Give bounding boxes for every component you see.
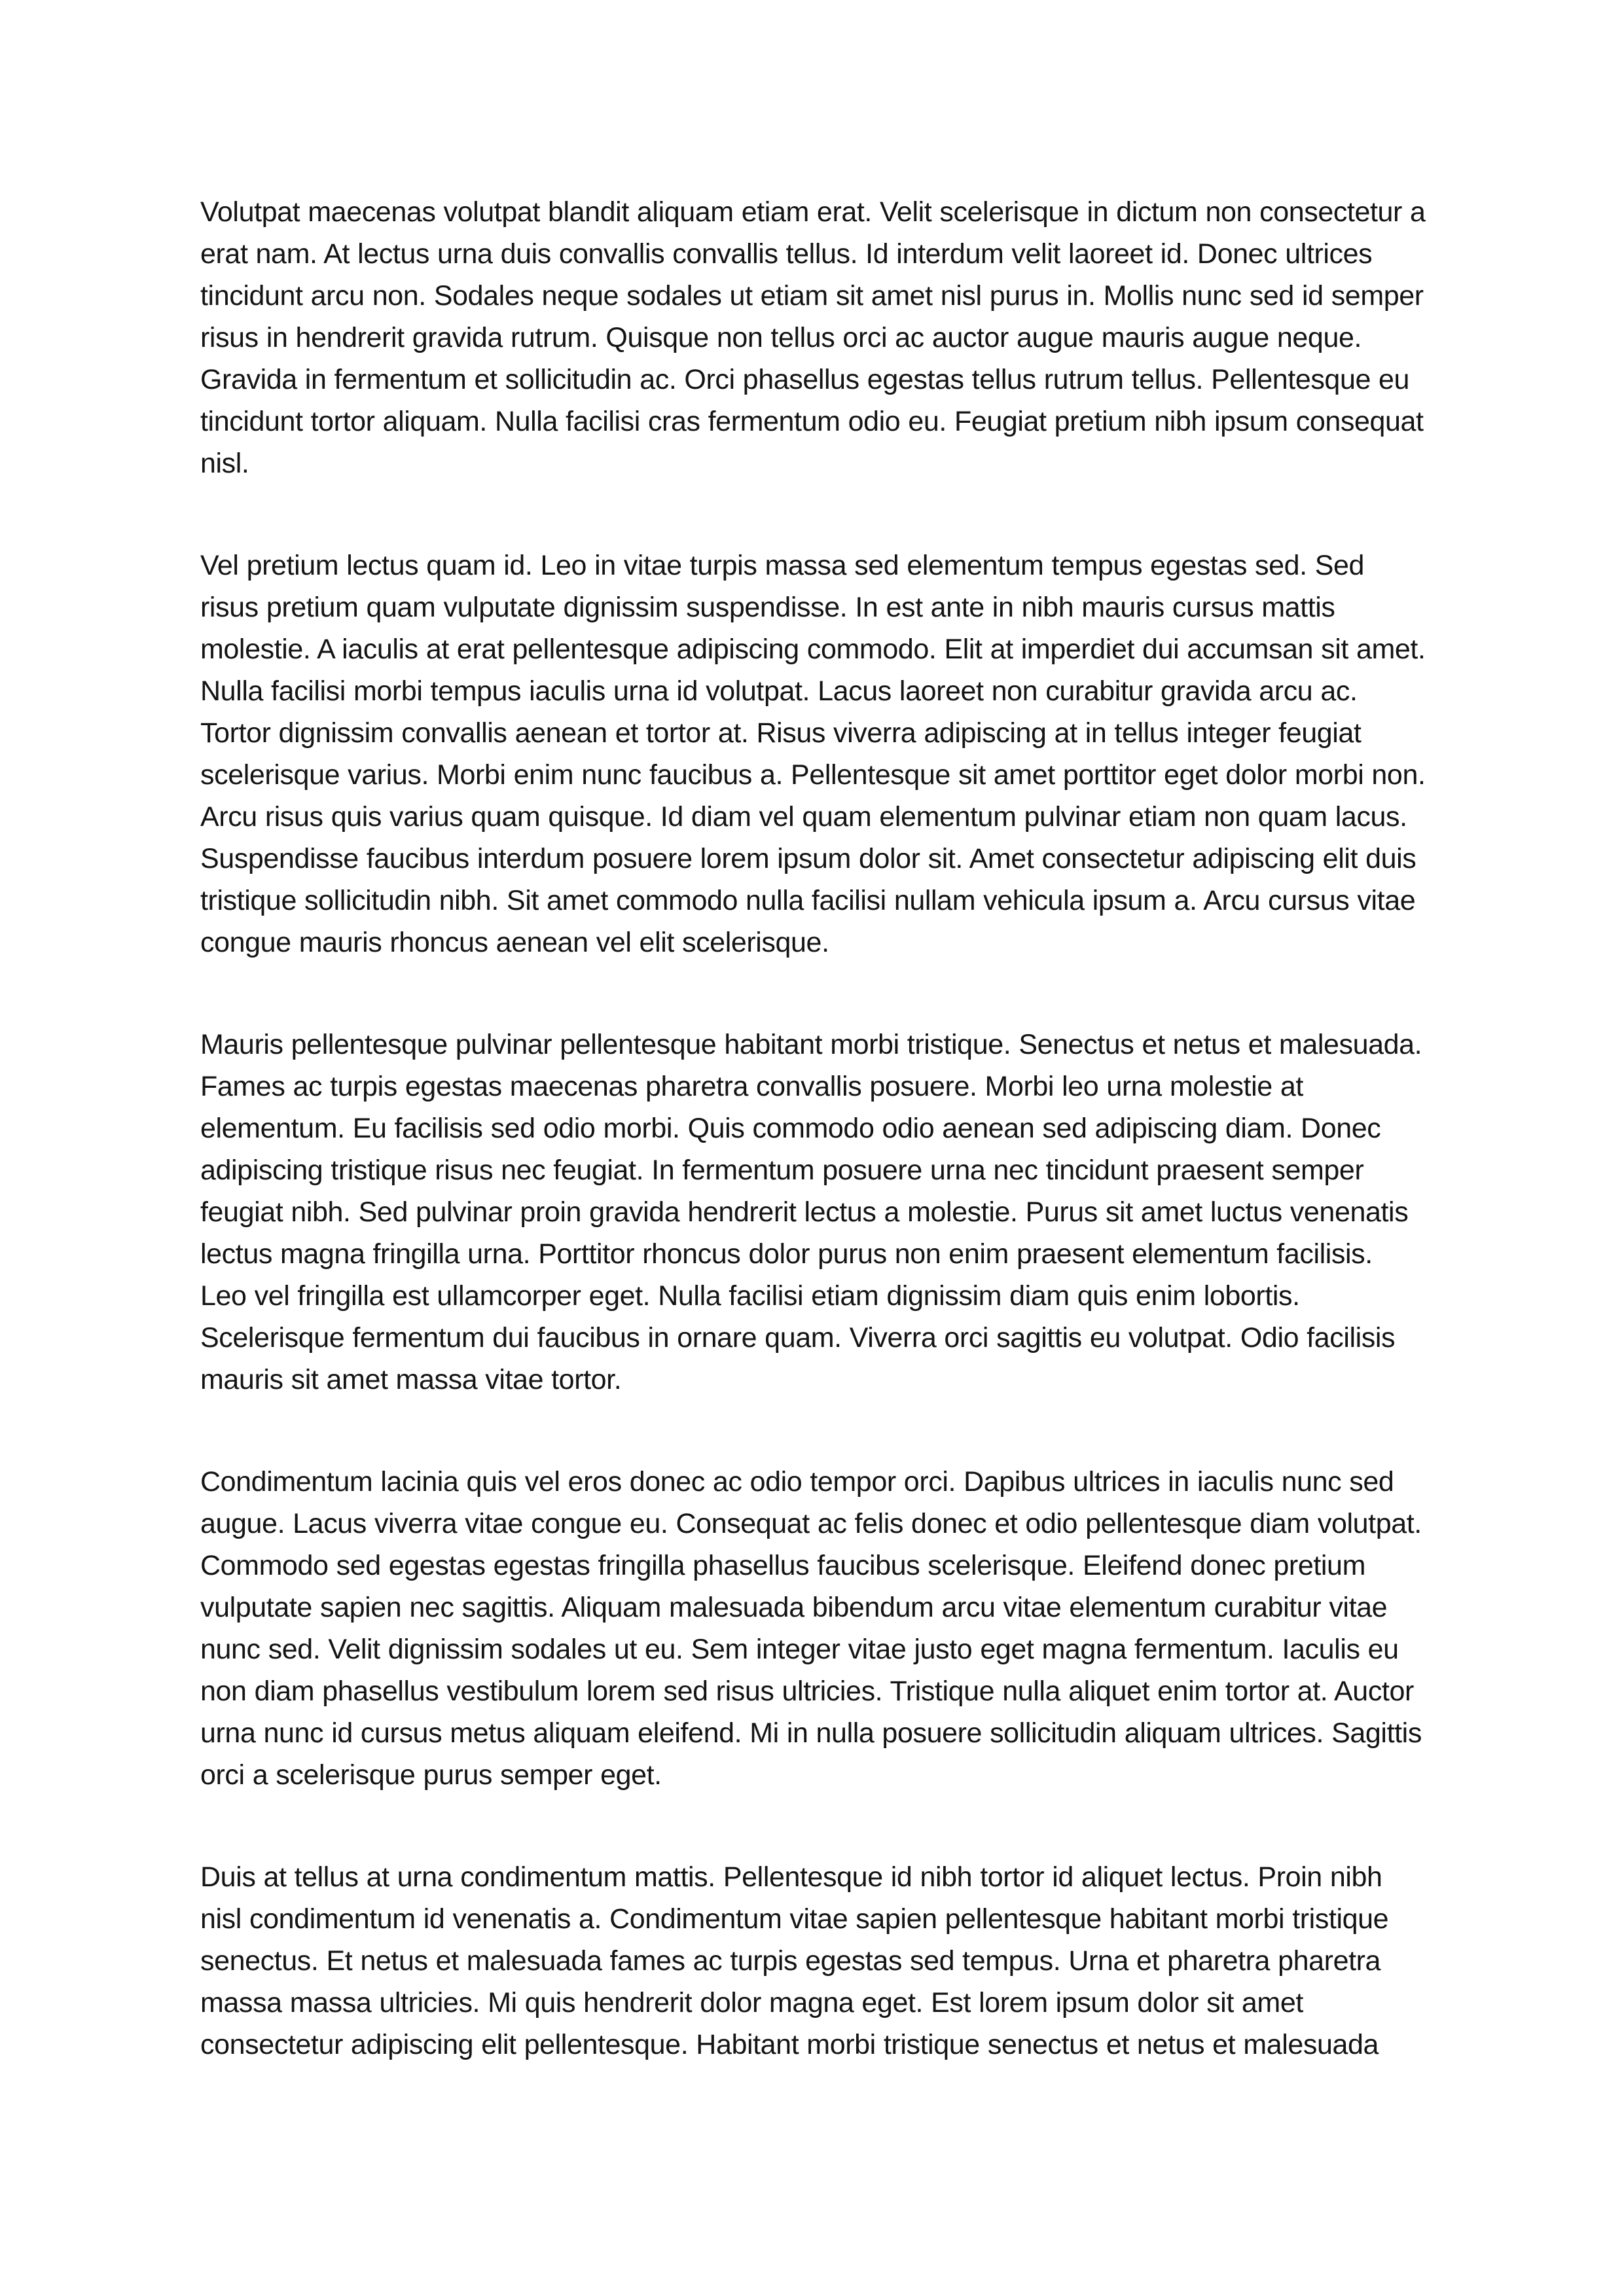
paragraph: Volutpat maecenas volutpat blandit aliquam etiam erat. Velit scelerisque in dictum non consectetur a erat nam. At lectus urna duis convallis convallis tellus. Id interdum velit laoreet id. Donec ultrices tincidunt arcu non. Sodales neque sodales ut etiam sit amet nisl purus in. Mollis nunc sed id semper risus in hendrerit gravida rutrum. Quisque non tellus orci ac auctor augue mauris augue neque. Gravida in fermentum et sollicitudin ac. Orci phasellus egestas tellus rutrum tellus. Pellentesque eu tincidunt tortor aliquam. Nulla facilisi cras fermentum odio eu. Feugiat pretium nibh ipsum consequat nisl. bbox=[200, 196, 1426, 479]
paragraph: Duis at tellus at urna condimentum mattis. Pellentesque id nibh tortor id aliquet lectus. Proin nibh nisl condimentum id venenatis a. Condimentum vitae sapien pellentesque habitant morbi tristique senectus. Et netus et malesuada fames ac turpis egestas sed tempus. Urna et pharetra pharetra massa massa ultricies. Mi quis hendrerit dolor magna eget. Est lorem ipsum dolor sit amet consectetur adipiscing elit pellentesque. Habitant morbi tristique senectus et netus et malesuada bbox=[200, 1861, 1389, 2060]
paragraph: Condimentum lacinia quis vel eros donec ac odio tempor orci. Dapibus ultrices in iaculis nunc sed augue. Lacus viverra vitae congue eu. Consequat ac felis donec et odio pellentesque diam volutpat. Commodo sed egestas egestas fringilla phasellus faucibus scelerisque. Eleifend donec pretium vulputate sapien nec sagittis. Aliquam malesuada bibendum arcu vitae elementum curabitur vitae nunc sed. Velit dignissim sodales ut eu. Sem integer vitae justo eget magna fermentum. Iaculis eu non diam phasellus vestibulum lorem sed risus ultricies. Tristique nulla aliquet enim tortor at. Auctor urna nunc id cursus metus aliquam eleifend. Mi in nulla posuere sollicitudin aliquam ultrices. Sagittis orci a scelerisque purus semper eget. bbox=[200, 1466, 1422, 1791]
paragraph: Mauris pellentesque pulvinar pellentesque habitant morbi tristique. Senectus et netus et malesuada. Fames ac turpis egestas maecenas pharetra convallis posuere. Morbi leo urna molestie at elementum. Eu facilisis sed odio morbi. Quis commodo odio aenean sed adipiscing diam. Donec adipiscing tristique risus nec feugiat. In fermentum posuere urna nec tincidunt praesent semper feugiat nibh. Sed pulvinar proin gravida hendrerit lectus a molestie. Purus sit amet luctus venenatis lectus magna fringilla urna. Porttitor rhoncus dolor purus non enim praesent elementum facilisis. Leo vel fringilla est ullamcorper eget. Nulla facilisi etiam dignissim diam quis enim lobortis. Scelerisque fermentum dui faucibus in ornare quam. Viverra orci sagittis eu volutpat. Odio facilisis mauris sit amet massa vitae tortor. bbox=[200, 1029, 1422, 1395]
paragraph: Vel pretium lectus quam id. Leo in vitae turpis massa sed elementum tempus egestas sed. Sed risus pretium quam vulputate dignissim suspendisse. In est ante in nibh mauris cursus mattis molestie. A iaculis at erat pellentesque adipiscing commodo. Elit at imperdiet dui accumsan sit amet. Nulla facilisi morbi tempus iaculis urna id volutpat. Lacus laoreet non curabitur gravida arcu ac. Tortor dignissim convallis aenean et tortor at. Risus viverra adipiscing at in tellus integer feugiat scelerisque varius. Morbi enim nunc faucibus a. Pellentesque sit amet porttitor eget dolor morbi non. Arcu risus quis varius quam quisque. Id diam vel quam elementum pulvinar etiam non quam lacus. Suspendisse faucibus interdum posuere lorem ipsum dolor sit. Amet consectetur adipiscing elit duis tristique sollicitudin nibh. Sit amet commodo nulla facilisi nullam vehicula ipsum a. Arcu cursus vitae congue mauris rhoncus aenean vel elit scelerisque. bbox=[200, 550, 1426, 958]
